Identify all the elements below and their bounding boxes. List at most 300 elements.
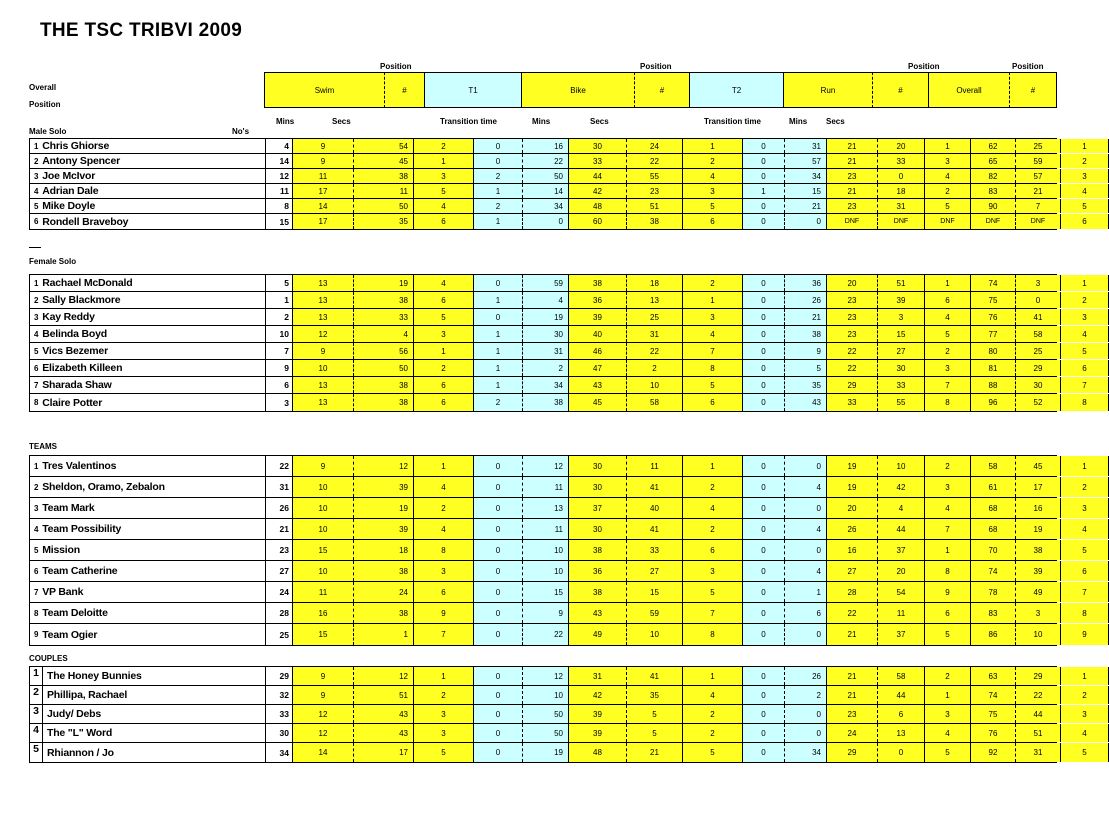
table-row: [30, 394, 1087, 411]
t2-mins-cell: 0: [743, 394, 785, 411]
run-mins-cell: 20: [827, 275, 878, 291]
overall-mins-cell: 83: [971, 603, 1016, 623]
swim-position-cell: 5: [414, 743, 474, 762]
run-position-cell: 5: [925, 624, 971, 645]
swim-mins-cell: 13: [293, 309, 354, 325]
run-position-cell: 1: [925, 275, 971, 291]
t1-mins-cell: 1: [474, 184, 523, 198]
table-row: [30, 343, 1087, 360]
overall-secs-cell: 25: [1016, 343, 1061, 359]
swim-secs-cell: 19: [354, 498, 414, 518]
athlete-name-text: Team Mark: [42, 502, 95, 514]
bike-secs-cell: 40: [627, 498, 683, 518]
header-overall-position: #: [1009, 72, 1057, 108]
overall-mins-cell: 70: [971, 540, 1016, 560]
teams-table: [29, 455, 1087, 646]
run-mins-cell: 21: [827, 686, 878, 704]
overall-mins-cell: 76: [971, 309, 1016, 325]
t1-mins-cell: 1: [474, 360, 523, 376]
t1-mins-cell: 0: [474, 582, 523, 602]
athlete-name: [30, 309, 266, 325]
header-swim-position: #: [384, 72, 425, 108]
race-number: 12: [266, 169, 293, 183]
bike-mins-cell: 38: [569, 582, 627, 602]
run-mins-cell: 29: [827, 743, 878, 762]
bike-position-cell: 3: [683, 561, 743, 581]
run-secs-cell: 39: [878, 292, 925, 308]
bike-secs-cell: 18: [627, 275, 683, 291]
t1-mins-cell: 0: [474, 275, 523, 291]
t2-mins-cell: 0: [743, 343, 785, 359]
swim-mins-cell: 12: [293, 705, 354, 723]
run-position-cell: 9: [925, 582, 971, 602]
table-row: [30, 582, 1087, 603]
bike-position-cell: 5: [683, 582, 743, 602]
table-row: [30, 540, 1087, 561]
athlete-name-text: Sharada Shaw: [42, 379, 112, 391]
table-row: [30, 154, 1087, 169]
overall-position-number: 2: [34, 295, 39, 305]
t1-secs-cell: 4: [523, 292, 569, 308]
t1-secs-cell: 22: [523, 154, 569, 168]
overall-position-cell: 4: [1061, 519, 1109, 539]
header-t1: T1: [424, 72, 522, 108]
t1-secs-cell: 0: [523, 214, 569, 229]
header-bike: Bike: [521, 72, 635, 108]
overall-position-cell: 3: [1061, 309, 1109, 325]
t1-secs-cell: 16: [523, 139, 569, 153]
swim-position-cell: 7: [414, 624, 474, 645]
race-number: 29: [266, 667, 293, 685]
t2-secs-cell: 1: [785, 582, 827, 602]
run-secs-cell: 0: [878, 743, 925, 762]
race-number: 21: [266, 519, 293, 539]
swim-position-cell: 1: [414, 343, 474, 359]
t1-mins-cell: 0: [474, 456, 523, 476]
table-row: [30, 498, 1087, 519]
bike-secs-cell: 10: [627, 624, 683, 645]
t1-mins-cell: 1: [474, 326, 523, 342]
swim-mins-cell: 9: [293, 343, 354, 359]
run-secs-cell: 33: [878, 154, 925, 168]
bike-mins-cell: 48: [569, 743, 627, 762]
t2-secs-cell: 0: [785, 705, 827, 723]
overall-position-number: 2: [34, 482, 39, 492]
t2-secs-cell: 38: [785, 326, 827, 342]
swim-position-cell: 1: [414, 456, 474, 476]
athlete-name-text: Sally Blackmore: [42, 294, 121, 306]
t1-mins-cell: 2: [474, 169, 523, 183]
t2-secs-cell: 2: [785, 686, 827, 704]
swim-mins-cell: 16: [293, 603, 354, 623]
table-row: [30, 603, 1087, 624]
table-row: [30, 519, 1087, 540]
t1-mins-cell: 0: [474, 686, 523, 704]
run-secs-cell: 27: [878, 343, 925, 359]
t2-secs-cell: 0: [785, 498, 827, 518]
bike-position-cell: 4: [683, 498, 743, 518]
swim-position-cell: 8: [414, 540, 474, 560]
bike-mins-cell: 31: [569, 667, 627, 685]
table-row: [30, 326, 1087, 343]
run-position-cell: 3: [925, 360, 971, 376]
swim-mins-cell: 15: [293, 624, 354, 645]
overall-mins-cell: 90: [971, 199, 1016, 213]
position-label-bike: Position: [640, 62, 672, 71]
athlete-name-text: Elizabeth Killeen: [42, 362, 123, 374]
run-position-cell: 4: [925, 169, 971, 183]
run-secs-cell: 20: [878, 561, 925, 581]
bike-position-cell: 2: [683, 705, 743, 723]
bike-mins-cell: 36: [569, 561, 627, 581]
overall-secs-cell: 38: [1016, 540, 1061, 560]
run-mins-cell: 21: [827, 624, 878, 645]
run-position-cell: 3: [925, 705, 971, 723]
table-row: [30, 377, 1087, 394]
overall-position-number: 1: [34, 278, 39, 288]
t2-secs-cell: 9: [785, 343, 827, 359]
bike-mins-cell: 38: [569, 275, 627, 291]
overall-position-number: 5: [34, 201, 39, 211]
overall-secs-cell: 10: [1016, 624, 1061, 645]
overall-mins-cell: 86: [971, 624, 1016, 645]
run-mins-cell: 23: [827, 169, 878, 183]
swim-secs-cell: 54: [354, 139, 414, 153]
swim-position-cell: 1: [414, 154, 474, 168]
run-mins-cell: 23: [827, 199, 878, 213]
t2-secs-cell: 57: [785, 154, 827, 168]
run-secs-cell: 37: [878, 540, 925, 560]
overall-position-number: 8: [34, 398, 39, 407]
overall-position-cell: 5: [1061, 540, 1109, 560]
overall-secs-cell: 49: [1016, 582, 1061, 602]
bike-secs-cell: 38: [627, 214, 683, 229]
t1-secs-cell: 12: [523, 667, 569, 685]
run-mins-cell: 23: [827, 705, 878, 723]
athlete-name: [30, 456, 266, 476]
overall-mins-cell: 82: [971, 169, 1016, 183]
overall-position-cell: 2: [1061, 686, 1109, 704]
bike-position-cell: 4: [683, 169, 743, 183]
race-number: 10: [266, 326, 293, 342]
bike-mins-cell: 48: [569, 199, 627, 213]
bike-position-cell: 7: [683, 343, 743, 359]
t2-mins-cell: 0: [743, 498, 785, 518]
run-secs-cell: 58: [878, 667, 925, 685]
athlete-name-text: Mike Doyle: [42, 200, 96, 212]
overall-mins-cell: DNF: [971, 214, 1016, 229]
run-mins-cell: 21: [827, 139, 878, 153]
overall-position-number: 3: [34, 503, 39, 513]
athlete-name-text: Kay Reddy: [42, 311, 95, 323]
overall-mins-cell: 68: [971, 519, 1016, 539]
overall-secs-cell: 19: [1016, 519, 1061, 539]
swim-mins-cell: 13: [293, 275, 354, 291]
overall-secs-cell: 30: [1016, 377, 1061, 393]
athlete-name: [30, 343, 266, 359]
t2-mins-cell: 0: [743, 377, 785, 393]
bike-position-cell: 3: [683, 309, 743, 325]
bike-secs-cell: 35: [627, 686, 683, 704]
t2-mins-cell: 0: [743, 686, 785, 704]
athlete-name: [30, 154, 266, 168]
swim-position-cell: 3: [414, 561, 474, 581]
t1-secs-cell: 12: [523, 456, 569, 476]
overall-mins-cell: 62: [971, 139, 1016, 153]
swim-position-cell: 5: [414, 184, 474, 198]
t1-secs-cell: 34: [523, 377, 569, 393]
overall-position-cell: 2: [1061, 477, 1109, 497]
run-mins-cell: 19: [827, 456, 878, 476]
t2-mins-cell: 0: [743, 199, 785, 213]
race-number: 2: [266, 309, 293, 325]
run-secs-cell: 13: [878, 724, 925, 742]
athlete-name-text: Vics Bezemer: [42, 345, 108, 357]
athlete-name-text: Team Possibility: [42, 523, 122, 535]
bike-position-cell: 1: [683, 456, 743, 476]
overall-position-number: 3: [34, 171, 39, 181]
overall-secs-cell: 41: [1016, 309, 1061, 325]
bike-mins-cell: 46: [569, 343, 627, 359]
swim-position-cell: 6: [414, 214, 474, 229]
table-row: [30, 724, 1087, 743]
swim-mins-cell: 14: [293, 199, 354, 213]
race-number: 14: [266, 154, 293, 168]
bike-mins-cell: 43: [569, 603, 627, 623]
swim-secs-cell: 12: [354, 667, 414, 685]
overall-secs-cell: 52: [1016, 394, 1061, 411]
overall-secs-cell: DNF: [1016, 214, 1061, 229]
bike-mins-cell: 60: [569, 214, 627, 229]
overall-position-cell: 2: [1061, 154, 1109, 168]
run-mins-cell: 20: [827, 498, 878, 518]
t2-secs-cell: 4: [785, 561, 827, 581]
bike-mins-cell: 44: [569, 169, 627, 183]
bike-secs-cell: 10: [627, 377, 683, 393]
swim-secs-cell: 38: [354, 603, 414, 623]
overall-secs-cell: 3: [1016, 603, 1061, 623]
swim-mins-cell: 13: [293, 292, 354, 308]
overall-secs-cell: 25: [1016, 139, 1061, 153]
run-position-cell: 1: [925, 139, 971, 153]
t1-mins-cell: 0: [474, 743, 523, 762]
female-solo-table: [29, 274, 1087, 412]
run-position-cell: DNF: [925, 214, 971, 229]
bike-secs-label: Secs: [590, 117, 609, 126]
athlete-name: [30, 292, 266, 308]
athlete-name: [30, 394, 266, 411]
bike-mins-cell: 30: [569, 139, 627, 153]
run-position-cell: 1: [925, 686, 971, 704]
table-row: [30, 360, 1087, 377]
t2-secs-cell: 34: [785, 169, 827, 183]
athlete-name-text: Rondell Braveboy: [42, 215, 129, 228]
run-position-cell: 2: [925, 343, 971, 359]
overall-mins-cell: 74: [971, 561, 1016, 581]
divider: [29, 247, 41, 248]
run-position-cell: 2: [925, 184, 971, 198]
run-position-cell: 4: [925, 498, 971, 518]
t2-secs-cell: 0: [785, 214, 827, 229]
swim-secs-cell: 38: [354, 169, 414, 183]
overall-position-number: 3: [30, 705, 43, 723]
race-number: 26: [266, 498, 293, 518]
overall-mins-cell: 75: [971, 705, 1016, 723]
overall-position-cell: 5: [1061, 343, 1109, 359]
athlete-name: [30, 582, 266, 602]
swim-mins-cell: 13: [293, 377, 354, 393]
overall-mins-cell: 58: [971, 456, 1016, 476]
overall-secs-cell: 51: [1016, 724, 1061, 742]
overall-mins-cell: 74: [971, 686, 1016, 704]
bike-secs-cell: 27: [627, 561, 683, 581]
bike-position-cell: 8: [683, 624, 743, 645]
table-row: [30, 743, 1087, 762]
swim-mins-cell: 11: [293, 582, 354, 602]
t2-secs-cell: 34: [785, 743, 827, 762]
position-label-swim: Position: [380, 62, 412, 71]
swim-secs-cell: 18: [354, 540, 414, 560]
table-row: [30, 292, 1087, 309]
table-row: [30, 667, 1087, 686]
t1-mins-cell: 0: [474, 561, 523, 581]
athlete-name: [30, 326, 266, 342]
t1-mins-cell: 0: [474, 540, 523, 560]
bike-position-cell: 7: [683, 603, 743, 623]
bike-mins-cell: 33: [569, 154, 627, 168]
t1-mins-cell: 0: [474, 624, 523, 645]
athlete-name: [30, 199, 266, 213]
run-position-cell: 2: [925, 456, 971, 476]
t2-secs-cell: 0: [785, 724, 827, 742]
bike-position-cell: 6: [683, 214, 743, 229]
run-position-cell: 2: [925, 667, 971, 685]
table-row: [30, 561, 1087, 582]
overall-position-cell: 4: [1061, 326, 1109, 342]
run-mins-cell: 22: [827, 603, 878, 623]
swim-mins-cell: 12: [293, 326, 354, 342]
athlete-name-text: Rhiannon / Jo: [47, 746, 114, 759]
couples-table: [29, 666, 1087, 763]
overall-position-cell: 8: [1061, 603, 1109, 623]
swim-position-cell: 6: [414, 394, 474, 411]
athlete-name: [30, 184, 266, 198]
swim-position-cell: 2: [414, 686, 474, 704]
race-number: 22: [266, 456, 293, 476]
athlete-name: [30, 498, 266, 518]
swim-secs-cell: 38: [354, 292, 414, 308]
bike-secs-cell: 23: [627, 184, 683, 198]
swim-secs-cell: 45: [354, 154, 414, 168]
position-label: Position: [29, 100, 61, 109]
position-label-overall: Position: [1012, 62, 1044, 71]
swim-secs-cell: 43: [354, 705, 414, 723]
overall-secs-cell: 39: [1016, 561, 1061, 581]
overall-mins-cell: 88: [971, 377, 1016, 393]
run-mins-cell: 28: [827, 582, 878, 602]
swim-position-cell: 2: [414, 498, 474, 518]
swim-position-cell: 6: [414, 582, 474, 602]
athlete-name: [30, 624, 266, 645]
bike-secs-cell: 41: [627, 519, 683, 539]
swim-secs-label: Secs: [332, 117, 351, 126]
swim-position-cell: 2: [414, 139, 474, 153]
t2-secs-cell: 31: [785, 139, 827, 153]
athlete-name-text: Judy/ Debs: [47, 708, 102, 720]
athlete-name: [30, 139, 266, 153]
bike-mins-cell: 43: [569, 377, 627, 393]
overall-position-number: 3: [34, 312, 39, 322]
bike-mins-cell: 49: [569, 624, 627, 645]
swim-secs-cell: 56: [354, 343, 414, 359]
swim-mins-cell: 13: [293, 394, 354, 411]
table-row: [30, 199, 1087, 214]
athlete-name-text: The Honey Bunnies: [47, 670, 142, 682]
run-secs-cell: 4: [878, 498, 925, 518]
run-secs-cell: 0: [878, 169, 925, 183]
race-number: 9: [266, 360, 293, 376]
bike-secs-cell: 15: [627, 582, 683, 602]
bike-mins-cell: 39: [569, 309, 627, 325]
overall-position-number: 1: [34, 461, 39, 471]
run-mins-cell: 23: [827, 309, 878, 325]
athlete-name-text: Joe McIvor: [42, 170, 96, 182]
t1-mins-cell: 0: [474, 519, 523, 539]
athlete-name-text: Mission: [42, 544, 80, 556]
t1-mins-cell: 0: [474, 724, 523, 742]
swim-position-cell: 6: [414, 292, 474, 308]
t2-mins-cell: 0: [743, 139, 785, 153]
run-mins-cell: 33: [827, 394, 878, 411]
overall-mins-cell: 77: [971, 326, 1016, 342]
athlete-name: [30, 686, 266, 704]
overall-mins-cell: 75: [971, 292, 1016, 308]
overall-secs-cell: 45: [1016, 456, 1061, 476]
swim-position-cell: 3: [414, 169, 474, 183]
overall-secs-cell: 7: [1016, 199, 1061, 213]
table-row: [30, 139, 1087, 154]
overall-position-cell: 8: [1061, 394, 1109, 411]
race-number: 31: [266, 477, 293, 497]
swim-mins-cell: 9: [293, 139, 354, 153]
run-position-cell: 1: [925, 540, 971, 560]
bike-position-cell: 3: [683, 184, 743, 198]
t1-secs-cell: 31: [523, 343, 569, 359]
race-number: 23: [266, 540, 293, 560]
t1-secs-cell: 19: [523, 309, 569, 325]
run-secs-cell: 10: [878, 456, 925, 476]
t1-mins-cell: 0: [474, 603, 523, 623]
overall-position-cell: 3: [1061, 169, 1109, 183]
athlete-name: [30, 519, 266, 539]
swim-position-cell: 4: [414, 199, 474, 213]
race-number: 11: [266, 184, 293, 198]
athlete-name-text: Phillipa, Rachael: [47, 689, 128, 701]
run-secs-cell: 20: [878, 139, 925, 153]
overall-secs-cell: 29: [1016, 667, 1061, 685]
athlete-name-text: Antony Spencer: [42, 155, 120, 167]
swim-mins-cell: 10: [293, 561, 354, 581]
swim-mins-cell: 17: [293, 184, 354, 198]
swim-secs-cell: 19: [354, 275, 414, 291]
header-swim: Swim: [264, 72, 385, 108]
t2-secs-cell: 0: [785, 624, 827, 645]
run-position-cell: 3: [925, 154, 971, 168]
t1-mins-cell: 1: [474, 214, 523, 229]
bike-secs-cell: 58: [627, 394, 683, 411]
bike-secs-cell: 5: [627, 705, 683, 723]
t1-mins-cell: 2: [474, 199, 523, 213]
